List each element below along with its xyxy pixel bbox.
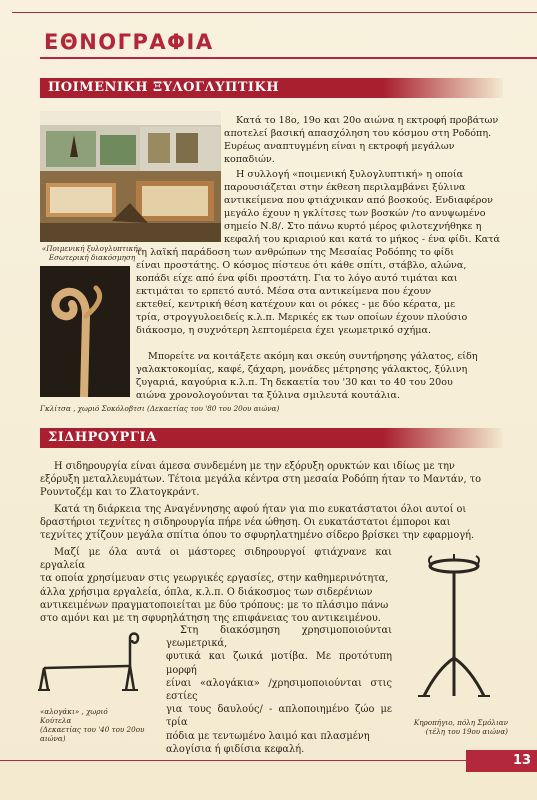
exhibition-caption: «Ποιμενική ξυλογλυπτική» Εσωτερική διακόσμηση	[41, 244, 143, 262]
ironwork-paragraph-4: Στη διακόσμηση χρησιμοποιούνται γεωμετρικά, φυτικά και ζωικά μοτίβα. Με προτότυπη μορφή είναι «αλογάκια» /χρησιμοποιούνται στις εστίες για τους δαυλούς/ - απλοποιημένο ζώο με τρία πόδια με τεντωμένο λαιμό και πλασμένη αλογίσια ή φιδίσια κεφαλή.	[166, 625, 392, 755]
lamp-stand-caption: Κηροπήγιο, πόλη Σμόλιαν (τέλη του 19ου αιώνα)	[413, 718, 508, 736]
andiron-caption: «αλογάκι» , χωριό Κούτελα (Δεκαετίας του '40 του 20ου αιώνα)	[40, 707, 145, 743]
woodcarving-paragraph-3: τη λαϊκή παράδοση των ανθρώπων της Μεσαίας Ροδόπης το φίδι είναι προστάτης. Ο κόσμος πίστευε ότι κάθε σπίτι, στάβλο, αλώνα, κοπάδι είχε από ένα φίδι προστάτη. Για το λόγο αυτό τιμάται και εκτιμάται το ερπετό αυτό. Μέσα στα αντικείμενα που έχουν εκτεθεί, κεντρική θέση κατέχουν και οι ρόκες - με δύο κέρατα, με τρία, στρογγυλοειδείς κ.λ.π. Μερικές εκ των οποίων έχουν πλούσιο διάκοσμο, η συχνότερη λεπτομέρεια έχει γεωμετρικό σχήμα.	[136, 247, 468, 336]
footer-rule	[0, 760, 466, 761]
section-header-ironwork: ΣΙΔΗΡΟΥΡΓΙΑ	[40, 428, 503, 448]
title-rule	[40, 57, 537, 59]
top-rule	[12, 12, 537, 13]
ironwork-paragraph-3: Μαζί με όλα αυτά οι μάστορες σιδηρουργοί φτιάχνανε και εργαλεία τα οποία χρησίμευαν στις γεωργικές εργασίες, στην καθημερινότητα, άλλα χρήσιμα εργαλεία, όπλα, κ.λ.π. Ο διάκοσμος των σιδερένιων αντικειμένων πραγματοποιείται με δύο τρόπους: με το πλάσιμο πάνω στο αμόνι και με τη σφυρηλάτηση της επιφάνειας του αντικειμένου.	[40, 547, 392, 625]
page-number: 13	[512, 753, 532, 768]
section-header-woodcarving: ΠΟΙΜΕΝΙΚΗ ΞΥΛΟΓΛΥΠΤΙΚΗ	[40, 78, 503, 98]
ironwork-paragraph-1: Η σιδηρουργία είναι άμεσα συνδεμένη με την εξόρυξη ορυκτών και ιδίως με την εξόρυξη μεταλλευμάτων. Τέτοια μεγάλα κέντρα στη μεσαία Ροδόπη ήταν το Μαντάν, το Ρουντοζέμ και το Ζλατογκράντ.	[40, 461, 482, 499]
ironwork-paragraph-2: Κατά τη διάρκεια της Αναγέννησης αφού ήταν για πιο ευκατάστατοι όλοι αυτοί οι δραστήριοι τεχνίτες η σιδηρουργία πήρε νέα ώθηση. Οι ευκατάστατοι έμποροι και τεχνίτες χτίζουν μεγάλα σπίτια όπου το σφυρηλατημένο σίδερο βρίσκει την εφαρμογή.	[40, 504, 475, 542]
woodcarving-paragraph-4: Μπορείτε να κοιτάξετε ακόμη και σκεύη συντήρησης γάλατος, είδη γαλακτοκομίας, καφέ, ζάχαρη, μονάδες μέτρησης γάλακτος, ξύλινη ζυγαριά, καγούρια κ.λ.π. Τη δεκαετία του '30 και το 40 του 20ου αιώνα χρονολογούνται τα ξύλινα σμιλευτά κουτάλια.	[136, 351, 478, 401]
exhibition-photo	[40, 111, 221, 242]
page-number-box	[466, 750, 537, 772]
woodcarving-paragraph-1: Κατά το 18ο, 19ο και 20ο αιώνα η εκτροφή προβάτων αποτελεί βασική απασχόληση του κόσμου στη Ροδόπη. Ευρέως αναπτυγμένη είναι η εκτροφή μεγάλων κοπαδιών.	[224, 115, 499, 165]
crook-caption: Γκλίτσα , χωριό Σοκόλοβτσι (Δεκαετίας του '80 του 20ου αιώνα)	[40, 404, 280, 413]
crook-photo	[40, 266, 130, 397]
page-title: ΕΘΝΟΓΡΑΦΙΑ	[44, 30, 214, 54]
woodcarving-paragraph-2: Η συλλογή «ποιμενική ξυλογλυπτική» η οποία παρουσιάζεται στην έκθεση περιλαμβάνει ξύλινα αντικείμενα που φτιάχνικαν από βοσκούς. Ενδιαφέρον μεγάλο έχουν η γκλίτσες των βοσκών /το ανυψωμένο σημείο Ν.8/. Στο πάνω κυρτό μέρος φιλοτεχνήθηκε η κεφαλή του κριαριού και κατά το μήκος - ένα φίδι. Κατά	[224, 169, 501, 245]
lamp-stand-photo	[408, 552, 500, 700]
andiron-photo	[34, 628, 146, 694]
